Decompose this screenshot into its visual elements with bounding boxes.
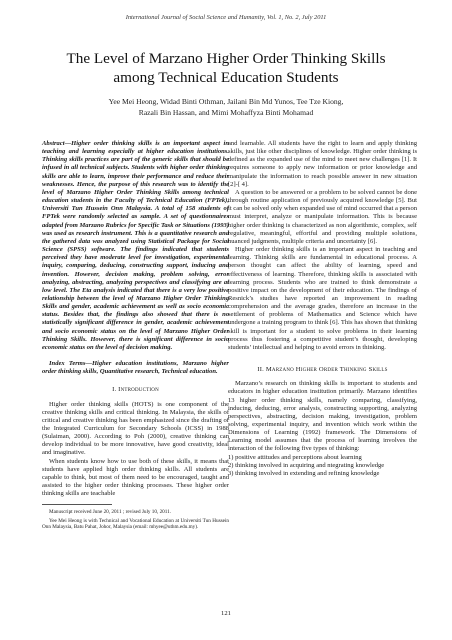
intro-paragraph-1: Higher order thinking skills (HOTS) is one component of the creative thinking skills and critical thinking. In Malaysia, the skills of critical and creative thinking has been emphasized since the drafting of the Integrated Curriculum for Secondary Schools (ICSS) in 1988 (Sulaiman, 2000). According to Poh (2000), creative thinking can develop individual to be more innovative, have good creativity, ideal and imaginative. [42,400,229,457]
title-line-1: The Level of Marzano Higher Order Thinking Skills [66,50,386,67]
authors-line-1: Yee Mei Heong, Widad Binti Othman, Jailani Bin Md Yunos, Tee Tze Kiong, [108,97,344,106]
footnote-manuscript: Manuscript received June 20, 2011 ; revised July 10, 2011. [49,509,172,516]
body-paragraph-4: Marzano’s research on thinking skills is important to students and educators in higher education institution primarily. Marzano identifies 13 higher order thinking skills, namely comparing, classifying, inducing, deducing, error analysis, constructing supporting, analyzing perspectives, abstracting, decision making, investigation, problem solving, experimental inquiry, and invention which work within the Dimensions of Learning (1992) framework. The Dimensions of Learning model assumes that the process of learning involves the interaction of the following five types of thinking: [228,380,417,453]
index-terms [42,360,229,376]
intro-paragraph-2: When students know how to use both of these skills, it means that students have applied high order thinking skills. All students are capable to think, but most of them need to be encouraged, taught and assisted to the higher order thinking processes. These higher order thinking skills are teachable [42,457,229,498]
footnote-affiliation: Yee Mei Heong is with Technical and Vocational Education at Universiti Tun Hussein Onn Malaysia, Batu Pahat, Johor, Malaysia (email: mhyee@uthm.edu.my). [42,517,229,531]
journal-header: International Journal of Social Science and Humanity, Vol. 1, No. 2, July 2011 [125,14,327,21]
page-number: 121 [221,610,231,617]
body-paragraph-3: Higher order thinking skills is an important aspect in teaching and learning. Thinking skills are fundamental in educational process. A person thought can affect the ability of learning, speed and effectiveness of learning. Therefore, thinking skills is associated with learning process. Students who are trained to think demonstrate a positive impact on the development of their education. The findings of Resnick’s studies have reported an improvement in reading comprehension and the average grades, therefore an increase in the settlement of problems of Mathematics and Science which have undergone a training program to think [6]. This has shown that thinking skill is important for a student to solve problems in their learning process thus fostering a competitive student’s thought, developing students’ intellectual and helping to avoid errors in thinking. [228,246,417,351]
body-paragraph-1: and learnable. All students have the right to learn and apply thinking skills, just like other disciplines of knowledge. Higher order thinking is defined as the expanded use of the mind to meet new challenges [1]. It requires someone to apply new information or prior knowledge and manipulate the information to reach possible answer in new situation [2]-[ 4]. [228,140,417,188]
authors-line-2: Razali Bin Hassan, and Mimi Mohaffyza Binti Mohamad [138,108,314,117]
abstract [42,140,229,352]
right-column [228,140,417,478]
abstract-text: —Higher order thinking skills is an important aspect in teaching and learning especially at higher education institutions. Thinking skills practices are part of the generic skills that should be infused in all technical subjects. Students with higher order thinking skills are able to learn, improve their performance and reduce their weaknesses. Hence, the purpose of this research was to identify the level of Marzano Higher Order Thinking Skills among technical education students in the Faculty of Technical Education (FPTek), Universiti Tun Hussein Onn Malaysia. A total of 158 students of FPTek were randomly selected as sample. A set of questionnaires adapted from Marzano Rubrics for Specific Task or Situations (1993) was used as research instrument. This is a quantitative research and the gathered data was analyzed using Statistical Package for Social Science (SPSS) software. The findings indicated that students perceived they have moderate level for investigation, experimental inquiry, comparing, deducing, constructing support, inducing and invention. However, decision making, problem solving, error analyzing, abstracting, analyzing perspectives and classifying are at low level. The Eta analysis indicated that there is a very low positive relationship between the level of Marzano Higher Order Thinking Skills and gender, academic achievement as well as socio economic status. Besides that, the findings also showed that there is no statistically significant difference in gender, academic achievement and socio economic status on the level of Marzano Higher Order Thinking Skills. However, there is significant difference in socio economic status on the level of decision making. [42,140,229,351]
index-terms-text: —Higher education institutions, Marzano higher order thinking skills, Quantitative research, Technical education. [42,360,229,376]
list-item: 3) thinking involved in extending and refining knowledge [228,469,380,477]
paper-title [30,50,422,87]
left-column [42,140,229,531]
abstract-label: Abstract [42,140,65,147]
section-heading-introduction: I. Introduction [112,386,159,394]
index-terms-label: Index Terms [49,360,86,368]
author-list [40,96,412,118]
footnote-rule [42,504,112,507]
body-paragraph-2: A question to be answered or a problem to be solved cannot be done through routine application of previously acquired knowledge [5]. But it can be solved only when expanded use of mind occurred that a person must interpret, analyze or manipulate information. This is because higher order thinking is characterized as non algorithmic, complex, self regulative, meaningful, effortful and providing multiple solutions, nuanced judgments, multiple criteria and uncertainty [6]. [228,188,417,245]
list-item: 2) thinking involved in acquiring and ntegrating knowledge [228,461,385,469]
list-item: 1) positive attitudes and perceptions about learning [228,453,362,461]
thinking-types-list [228,454,417,478]
title-line-2: among Technical Education Students [113,68,339,86]
section-heading-marzano: II. Marzano Higher Order Thinking Skills [257,366,388,374]
